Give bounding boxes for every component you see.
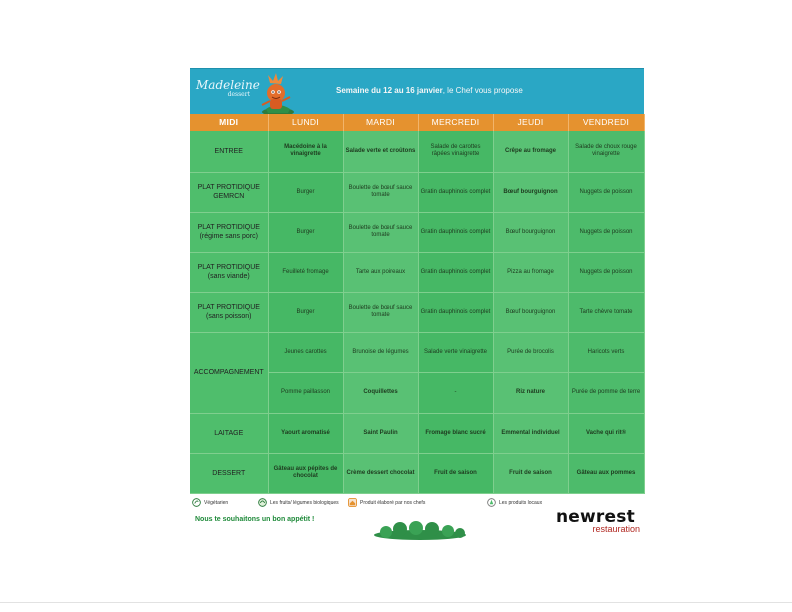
menu-cell: Boulette de bœuf sauce tomate: [343, 172, 418, 212]
column-header-lundi: LUNDI: [268, 114, 343, 131]
legend-label: Végétarien: [204, 499, 229, 506]
brand-sub: restauration: [592, 524, 640, 534]
chef-house-icon: [348, 498, 357, 507]
menu-cell: Riz nature: [493, 372, 568, 413]
week-title-rest: , le Chef vous propose: [442, 86, 523, 95]
legend-label: Produit élaboré par nos chefs: [360, 499, 426, 506]
logo-name: Madeleine: [196, 78, 260, 92]
menu-cell: Fruit de saison: [418, 453, 493, 493]
row-label: PLAT PROTIDIQUE GEMRCN: [190, 172, 268, 212]
menu-cell: Nuggets de poisson: [568, 172, 644, 212]
menu-cell: Vache qui rit®: [568, 413, 644, 453]
menu-cell: -: [418, 372, 493, 413]
menu-cell: Pomme paillasson: [268, 372, 343, 413]
menu-cell: Nuggets de poisson: [568, 252, 644, 292]
newrest-logo: [556, 508, 640, 542]
local-product-icon: [487, 498, 496, 507]
table-row: [190, 212, 644, 252]
row-label: PLAT PROTIDIQUE (sans poisson): [190, 292, 268, 332]
menu-cell: Saint Paulin: [343, 413, 418, 453]
column-header-midi: MIDI: [190, 114, 268, 131]
menu-cell: Nuggets de poisson: [568, 212, 644, 252]
table-row: [190, 172, 644, 212]
legend-label: Les produits locaux: [499, 499, 543, 506]
menu-cell: Jeunes carottes: [268, 332, 343, 372]
organic-icon: [258, 498, 267, 507]
menu-cell: Purée de pomme de terre: [568, 372, 644, 413]
menu-cell: Gratin dauphinois complet: [418, 252, 493, 292]
menu-cell: Feuilleté fromage: [268, 252, 343, 292]
menu-cell: Fromage blanc sucré: [418, 413, 493, 453]
table-row: [190, 252, 644, 292]
menu-cell: Gâteau aux pépites de chocolat: [268, 453, 343, 493]
menu-cell: Salade de carottes râpées vinaigrette: [418, 131, 493, 172]
menu-cell: Burger: [268, 172, 343, 212]
page-divider: [0, 602, 792, 603]
legend-item-vegetarien: [192, 498, 228, 507]
menu-cell: Fruit de saison: [493, 453, 568, 493]
menu-cell: Crêpe au fromage: [493, 131, 568, 172]
legend-item-bio: [258, 498, 339, 507]
menu-cell: Gratin dauphinois complet: [418, 292, 493, 332]
menu-cell: Gratin dauphinois complet: [418, 172, 493, 212]
brand-name: newrest: [556, 507, 635, 527]
legend-item-chef: [348, 498, 425, 507]
logo-sub: dessert: [227, 91, 250, 98]
menu-cell: Burger: [268, 292, 343, 332]
menu-cell: Macédoine à la vinaigrette: [268, 131, 343, 172]
menu-cell: Burger: [268, 212, 343, 252]
menu-cell: Salade verte et croûtons: [343, 131, 418, 172]
row-label: ACCOMPAGNEMENT: [190, 332, 268, 413]
table-row: [190, 413, 644, 453]
menu-cell: Yaourt aromatisé: [268, 413, 343, 453]
row-label: PLAT PROTIDIQUE (régime sans porc): [190, 212, 268, 252]
mascot-icon: [252, 71, 298, 117]
menu-cell: Salade verte vinaigrette: [418, 332, 493, 372]
menu-cell: Emmental individuel: [493, 413, 568, 453]
menu-cell: Salade de choux rouge vinaigrette: [568, 131, 644, 172]
menu-cell: Bœuf bourguignon: [493, 292, 568, 332]
header-banner: [190, 68, 644, 115]
menu-cell: Gâteau aux pommes: [568, 453, 644, 493]
row-label: DESSERT: [190, 453, 268, 493]
legend-label: Les fruits/ légumes biologiques: [270, 499, 339, 506]
menu-cell: Brunoise de légumes: [343, 332, 418, 372]
menu-cell: Purée de brocolis: [493, 332, 568, 372]
menu-cell: Gratin dauphinois complet: [418, 212, 493, 252]
day-header-row: [190, 114, 644, 131]
menu-cell: Pizza au fromage: [493, 252, 568, 292]
table-row: [190, 332, 644, 372]
bushes-icon: [372, 521, 468, 541]
table-row: [190, 292, 644, 332]
row-label: PLAT PROTIDIQUE (sans viande): [190, 252, 268, 292]
menu-cell: Crème dessert chocolat: [343, 453, 418, 493]
veggie-leaf-icon: [192, 498, 201, 507]
column-header-jeudi: JEUDI: [493, 114, 568, 131]
madeleine-logo: [196, 78, 260, 105]
menu-cell: Boulette de bœuf sauce tomate: [343, 212, 418, 252]
week-title: [336, 86, 523, 95]
row-label: LAITAGE: [190, 413, 268, 453]
menu-table: [190, 114, 645, 494]
menu-cell: Coquillettes: [343, 372, 418, 413]
menu-cell: Tarte chèvre tomate: [568, 292, 644, 332]
legend-item-local: [487, 498, 542, 507]
row-label: ENTREE: [190, 131, 268, 172]
menu-cell: Boulette de bœuf sauce tomate: [343, 292, 418, 332]
menu-cell: Bœuf bourguignon: [493, 172, 568, 212]
table-row: [190, 453, 644, 493]
column-header-vendredi: VENDREDI: [568, 114, 644, 131]
bon-appetit-message: Nous te souhaitons un bon appétit !: [195, 516, 315, 523]
column-header-mercredi: MERCREDI: [418, 114, 493, 131]
week-title-bold: Semaine du 12 au 16 janvier: [336, 86, 443, 95]
menu-cell: Tarte aux poireaux: [343, 252, 418, 292]
menu-cell: Bœuf bourguignon: [493, 212, 568, 252]
column-header-mardi: MARDI: [343, 114, 418, 131]
menu-cell: Haricots verts: [568, 332, 644, 372]
table-row: [190, 131, 644, 172]
